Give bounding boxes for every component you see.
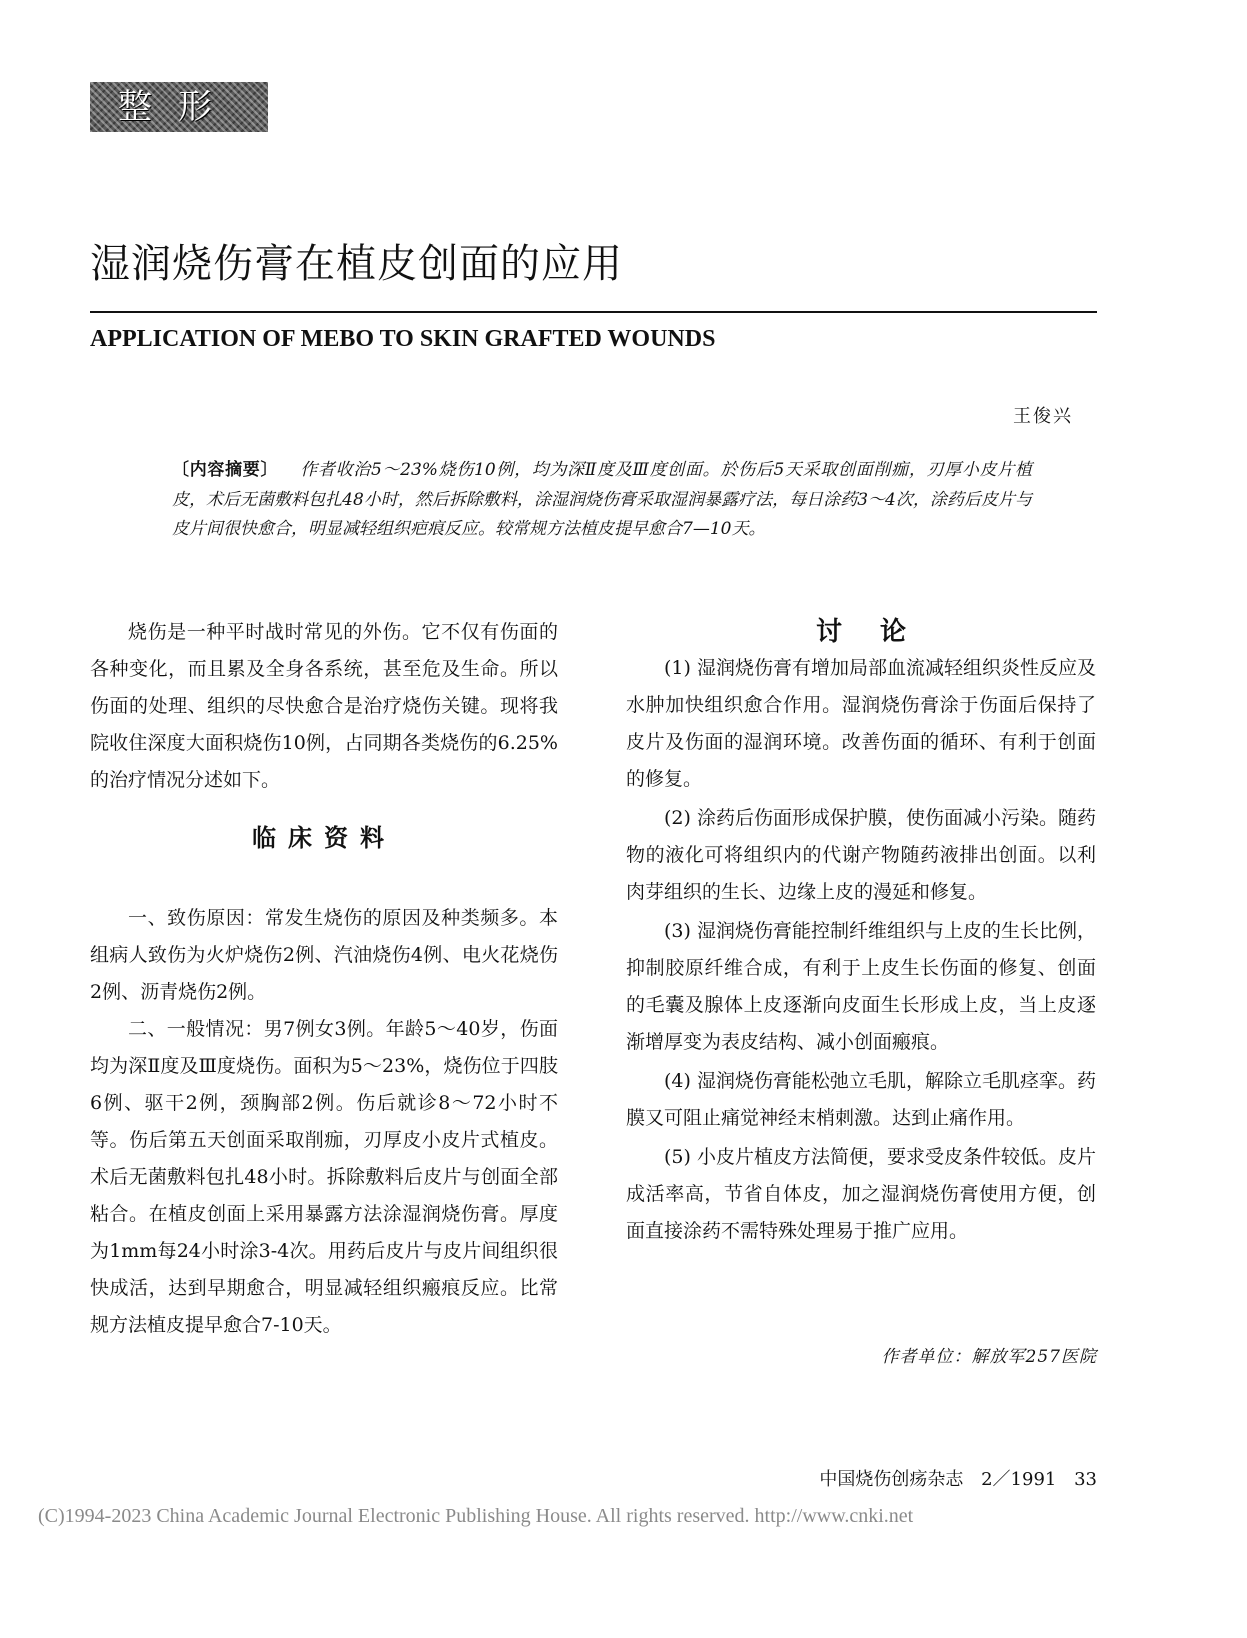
body-paragraph: 一、致伤原因：常发生烧伤的原因及种类频多。本组病人致伤为火炉烧伤2例、汽油烧伤4例、电火花烧伤2例、沥青烧伤2例。 bbox=[90, 907, 558, 1003]
abstract-label: 〔内容摘要〕 bbox=[172, 460, 279, 480]
left-column bbox=[90, 614, 558, 1344]
abstract-text: 作者收治5～23%烧伤10例，均为深Ⅱ度及Ⅲ度创面。於伤后5天采取创面削痂，刃厚小皮片植皮，术后无菌敷料包扎48小时，然后拆除敷料，涂湿润烧伤膏采取湿润暴露疗法，每日涂药3～4次，涂药后皮片与皮片间很快愈合，明显减轻组织疤痕反应。较常规方法植皮提早愈合7—10天。 bbox=[172, 460, 1033, 539]
author-name: 王俊兴 bbox=[1013, 406, 1073, 427]
journal-name: 中国烧伤创疡杂志 bbox=[819, 1469, 964, 1490]
title-divider bbox=[90, 311, 1097, 313]
page-number: 33 bbox=[1074, 1469, 1097, 1490]
section-heading-clinical-data: 临床资料 bbox=[252, 823, 396, 852]
discussion-point: (3) 湿润烧伤膏能控制纤维组织与上皮的生长比例，抑制胶原纤维合成，有利于上皮生长伤面的修复、创面的毛囊及腺体上皮逐渐向皮面生长形成上皮，当上皮逐渐增厚变为表皮结构、减小创面瘢痕。 bbox=[626, 920, 1096, 1053]
right-column bbox=[626, 614, 1096, 1250]
abstract bbox=[172, 456, 1032, 545]
discussion-point: (1) 湿润烧伤膏有增加局部血流减轻组织炎性反应及水肿加快组织愈合作用。湿润烧伤膏涂于伤面后保持了皮片及伤面的湿润环境。改善伤面的循环、有利于创面的修复。 bbox=[626, 657, 1096, 790]
article-title: 湿润烧伤膏在植皮创面的应用 bbox=[90, 241, 623, 287]
body-paragraph: 二、一般情况：男7例女3例。年龄5～40岁，伤面均为深Ⅱ度及Ⅲ度烧伤。面积为5～23%，烧伤位于四肢6例、驱干2例，颈胸部2例。伤后就诊8～72小时不等。伤后第五天创面采取削痂，刃厚皮小皮片式植皮。术后无菌敷料包扎48小时。拆除敷料后皮片与创面全部粘合。在植皮创面上采用暴露方法涂湿润烧伤膏。厚度为1mm每24小时涂3-4次。用药后皮片与皮片间组织很快成活，达到早期愈合，明显减轻组织瘢痕反应。比常规方法植皮提早愈合7-10天。 bbox=[90, 1018, 558, 1336]
discussion-point: (4) 湿润烧伤膏能松弛立毛肌，解除立毛肌痉挛。药膜又可阻止痛觉神经末梢刺激。达到止痛作用。 bbox=[626, 1070, 1096, 1129]
issue-number: 2／1991 bbox=[981, 1469, 1057, 1490]
intro-paragraph: 烧伤是一种平时战时常见的外伤。它不仅有伤面的各种变化，而且累及全身各系统，甚至危及生命。所以伤面的处理、组织的尽快愈合是治疗烧伤关键。现将我院收住深度大面积烧伤10例，占同期各类烧伤的6.25%的治疗情况分述如下。 bbox=[90, 621, 558, 791]
discussion-point: (2) 涂药后伤面形成保护膜，使伤面减小污染。随药物的液化可将组织内的代谢产物随药液排出创面。以利肉芽组织的生长、边缘上皮的漫延和修复。 bbox=[626, 807, 1096, 903]
page-footer bbox=[819, 1465, 1097, 1491]
article-title-english: APPLICATION OF MEBO TO SKIN GRAFTED WOUNDS bbox=[90, 326, 716, 352]
section-badge: 整形 bbox=[90, 82, 268, 132]
copyright-notice: (C)1994-2023 China Academic Journal Electronic Publishing House. All rights reserved. http://www.cnki.net bbox=[38, 1505, 914, 1527]
section-heading-discussion: 讨论 bbox=[815, 617, 944, 647]
discussion-point: (5) 小皮片植皮方法简便，要求受皮条件较低。皮片成活率高，节省自体皮，加之湿润烧伤膏使用方便，创面直接涂药不需特殊处理易于推广应用。 bbox=[626, 1146, 1096, 1242]
author-affiliation: 作者单位：解放军257医院 bbox=[881, 1347, 1097, 1367]
